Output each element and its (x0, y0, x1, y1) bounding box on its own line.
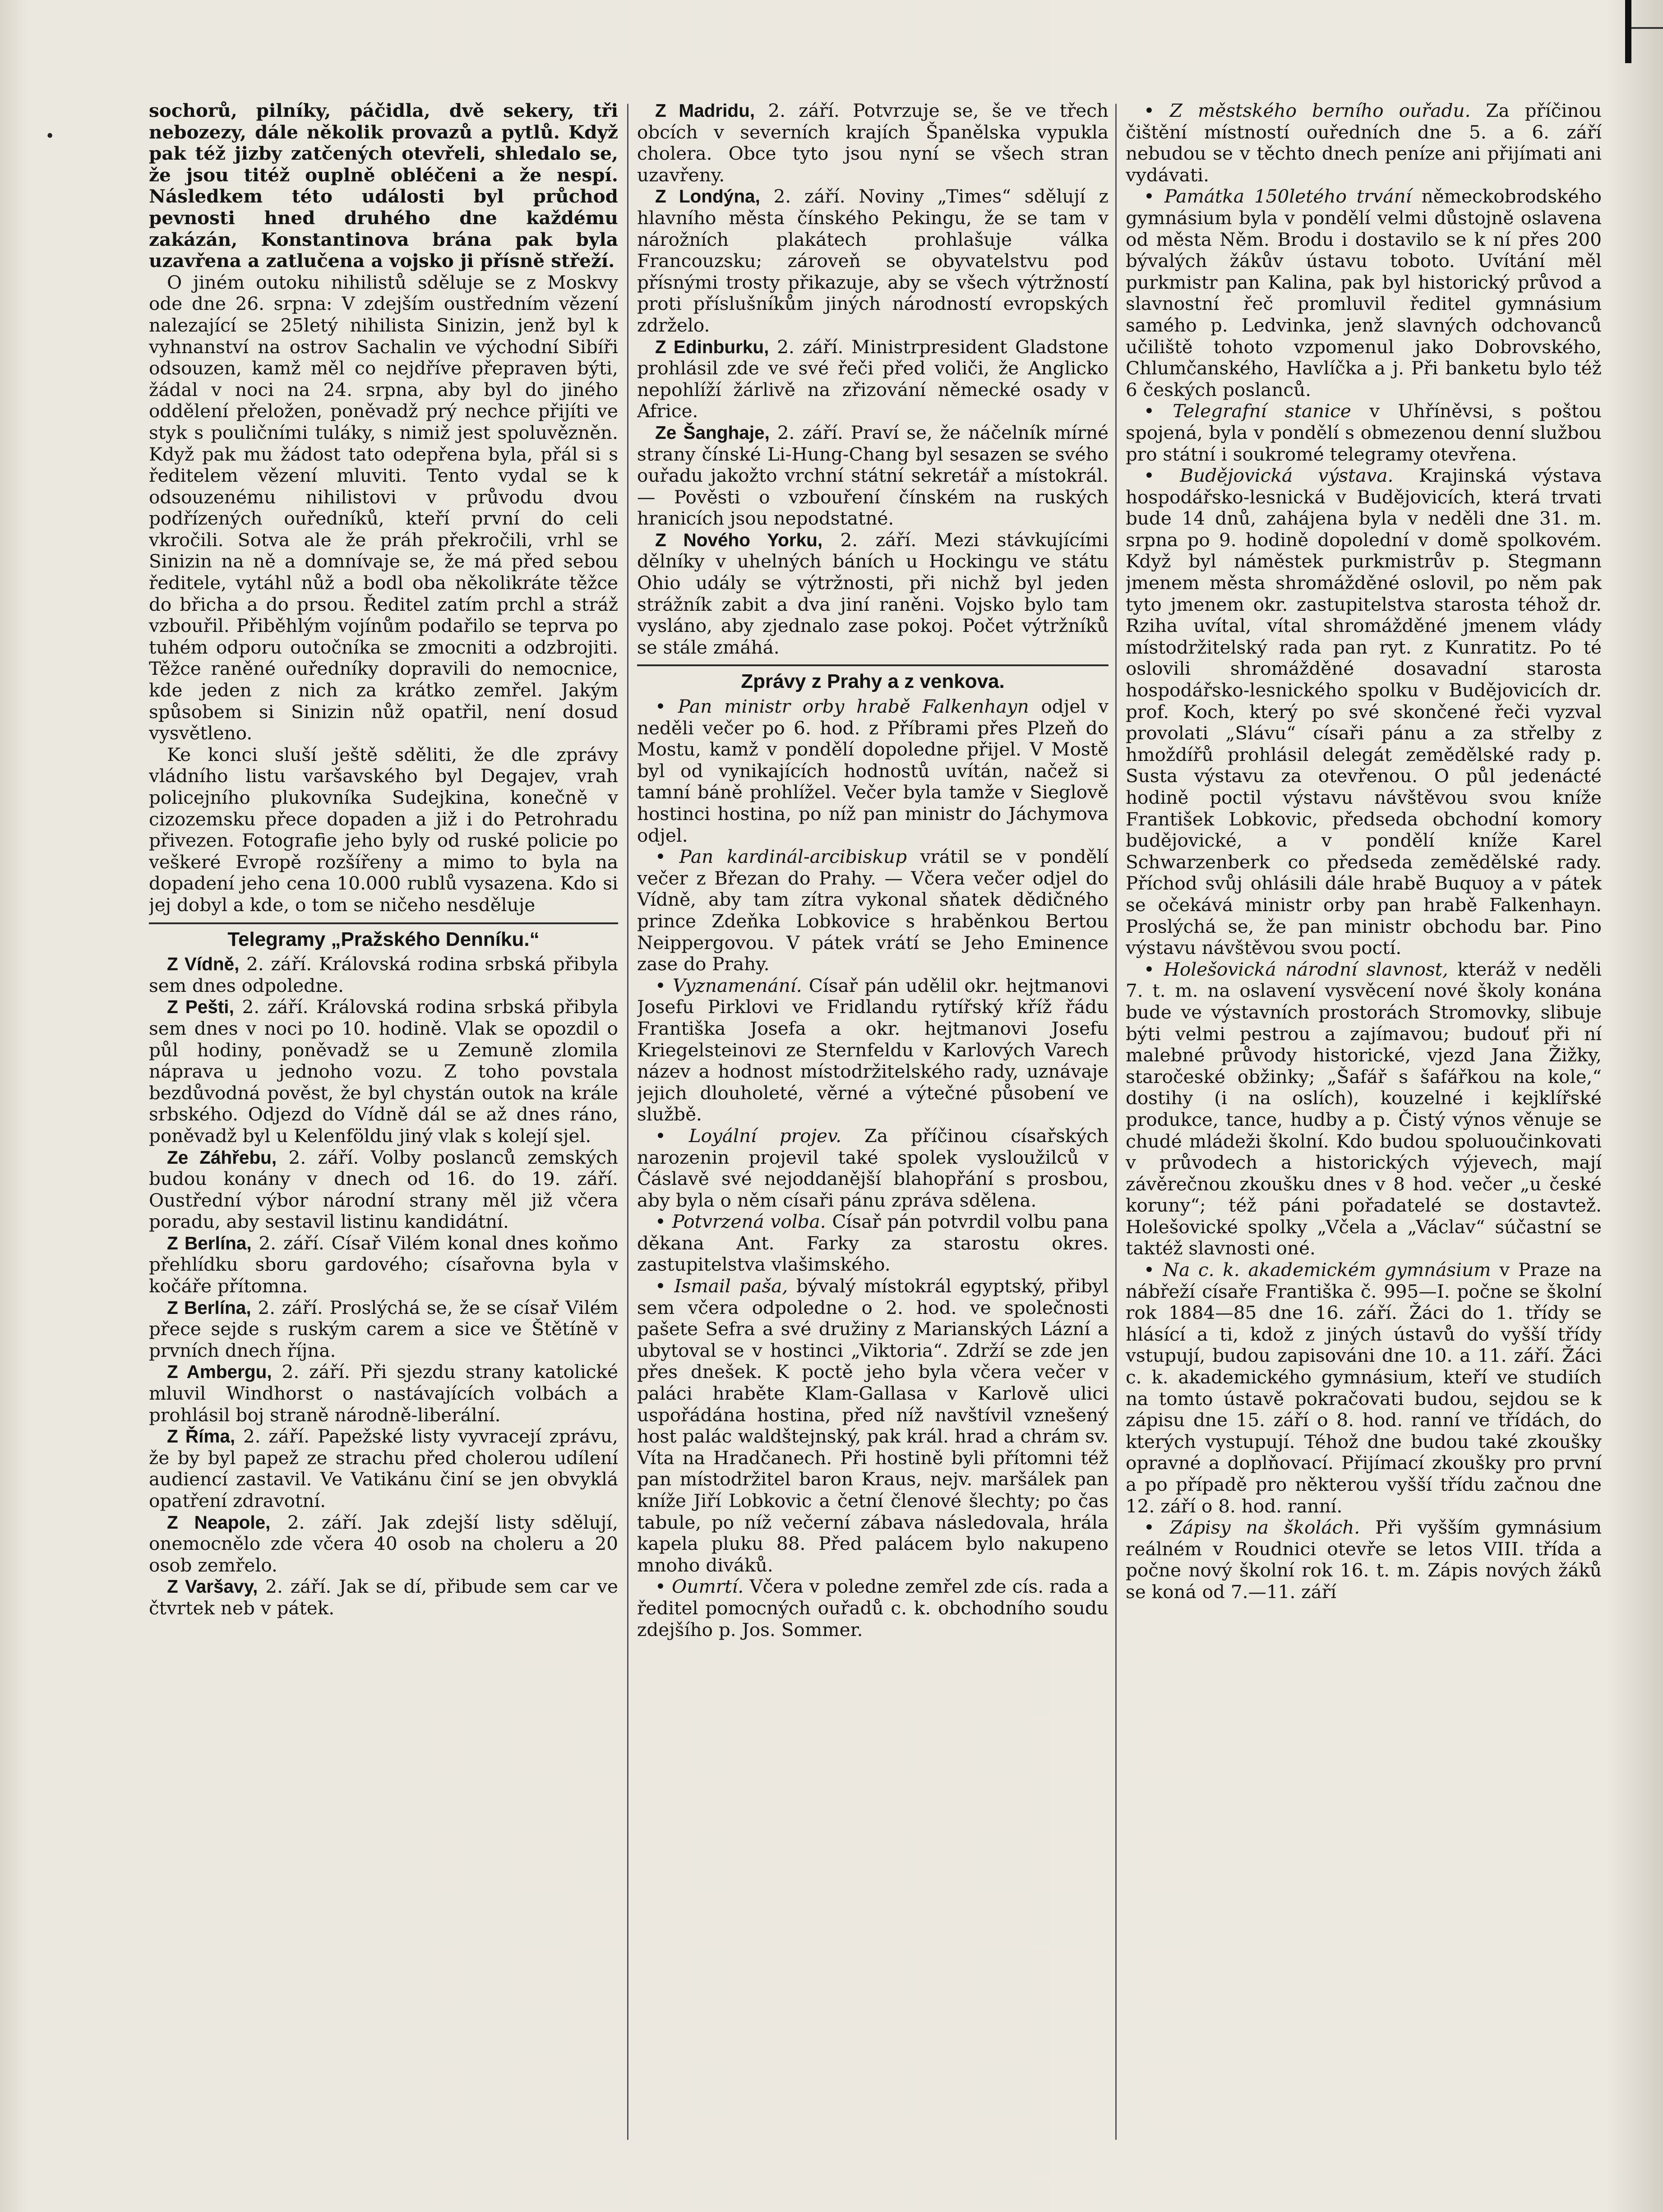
news-item (637, 422, 1109, 530)
news-text: 2. září. Ministrpresident Gladstone prohlásil zde ve své řeči před voliči, že Anglicko nepohlíží žárlivě na zřizování německé osady v Africe. (637, 336, 1109, 422)
news-item (637, 186, 1109, 336)
news-lead: Potvrzená volba. (672, 1211, 826, 1233)
news-item (149, 1147, 618, 1233)
news-text: v Praze na nábřeží císaře Františka č. 995—I. počne se školní rok 1884—85 dne 16. září. Žáci do 1. třídy se hlásící a ti, kdož z jiných ústavů do vyšší třídy vstupují, budou zapisováni dne 10. a 11. září. Žáci c. k. akademického gymnásium, kteří ve studiích na tomto ústavě pokračovati budou, sejdou se k zápisu dne 15. září o 8. hod. ranní ve třídách, do kterých vystupují. Téhož dne budou také zkoušky opravné a doplňovací. Přijímací zkoušky pro první a po případě pro některou vyšší třídu začnou dne 12. září o 8. hod. ranní. (1126, 1259, 1602, 1517)
dateline-place: Z Madridu, (655, 100, 755, 121)
news-item: • Vyznamenání. Císař pán udělil okr. hejtmanovi Josefu Pirklovi ve Fridlandu rytířský kříž řádu Františka Josefa a okr. hejtmanovi Josefu Kriegelsteinovi ze Sternfeldu v Karlových Varech název a hodnost místodržitelského rady, uznávaje jejich dlouholeté, věrné a výtečné působení ve službě. (637, 974, 1109, 1125)
news-lead: Vyznamenání. (673, 974, 802, 996)
news-item: • Z městského berního ouřadu. Za příčinou čištění místností ouředních dne 5. a 6. září nebudou se v těchto dnech peníze ani přijímati ani vydávati. (1126, 100, 1602, 186)
section-rule (149, 922, 618, 924)
news-item: • Ismail paša, bývalý místokrál egyptský, přibyl sem včera odpoledne o 2. hod. ve společnosti pašete Sefra a své družiny z Marianských Lázní a ubytoval se v hostinci „Viktoria“. Zdrží se zde jen přes dnešek. K poctě jeho byla včera večer v paláci hraběte Klam-Gallasa v Karlově ulici uspořádána hostina, před níž navštívil vznešený host palác waldštejnský, pak král. hrad a chrám sv. Víta na Hradčanech. Při hostině byli přítomni též pan místodržitel baron Kraus, nejv. maršálek pan kníže Jiří Lobkovic a četní členové šlechty; po čas tabule, po níž večerní zábava následovala, hrála kapela pluku 88. Před palácem bylo nakupeno mnoho diváků. (637, 1275, 1109, 1576)
news-text: Za příčinou císařských narozenin projevil také spolek vysloužilců v Čáslavě své nejoddanější blahopřání s prosbou, aby byla o něm císaři pánu zpráva sdělena. (637, 1124, 1109, 1211)
article-paragraph: sochorů, pilníky, páčidla, dvě sekery, tři nebozezy, dále několik provazů a pytlů. Když pak též jizby zatčených otevřeli, shledalo se, že jsou titéž ouplně obléčeni a že nespí. Následkem této události byl průchod pevnosti hned druhého dne každému zakázán, Konstantinova brána pak byla uzavřena a zatlučena a vojsko ji přísně střeží. (149, 100, 618, 272)
news-item (149, 1512, 618, 1576)
news-item: • Památka 150letého trvání německobrodského gymnásium byla v pondělí velmi důstojně oslavena od města Něm. Brodu i dostavilo se k ní přes 200 bývalých žákův ústavu toboto. Uvítání měl purkmistr pan Kalina, pak byl historický průvod a slavnostní řeč promluvil ředitel gymnásium samého p. Ledvinka, jenž slavných odchovanců učiliště tohoto vzpomenul jako Dobrovského, Chlumčanského, Havlíčka a j. Při banketu bylo též 6 českých poslanců. (1126, 185, 1602, 401)
dateline-place: Z Pešti, (167, 996, 234, 1018)
dateline-place: Z Varšavy, (167, 1576, 258, 1597)
dateline-place: Ze Záhřebu, (167, 1147, 277, 1168)
news-lead: Pan ministr orby hrabě Falkenhayn (678, 696, 1029, 718)
news-text: 2. září. Císař Vilém konal dnes koňmo přehlídku sboru gardového; císařovna byla v kočáře přítomna. (149, 1232, 618, 1297)
local-news-list (1126, 100, 1602, 1603)
column-rule-2 (1115, 104, 1117, 2140)
news-item (149, 1297, 618, 1362)
news-item: • Holešovická národní slavnost, kteráž v neděli 7. t. m. na oslavení vysvěcení nové školy konána bude ve výstavních prostorách Stromovky, slibuje býti velmi pestrou a zajímavou; budouť při ní malebné průvody historické, vjezd Jana Žižky, staročeské obžinky; „Šafář s šafářkou na kole,“ dostihy (i na oslích), kouzelné i kejklířské produkce, tance, hudby a p. Čistý výnos věnuje se chudé mládeži školní. Kdo budou spoluoučinkovati v průvodech a historických výjevech, mají závěrečnou zkoušku dnes v 8 hod. večer „u české koruny“; též páni pořadatelé se dostavtež. Holešovické spolky „Včela a „Václav“ súčastní se taktéž slavnosti oné. (1126, 958, 1602, 1259)
news-text: Krajinská výstava hospodářsko-lesnická v Budějovicích, která trvati bude 14 dnů, zahájena byla v neděli dne 31. m. srpna po 9. hodině dopolední v domě spolkovém. Když byl náměstek purkmistrův p. Stegmann jmenem města shromážděné oslovil, po něm pak tyto jmenem okr. zastupitelstva starosta téhož dr. Rziha uvítal, vítal shromážděné jmenem vlády místodržitelský rada pan ryt. z Kunratitz. Po té oslovili shromážděné dosavadní starosta hospodářsko-lesnického spolku v Budějovicích dr. prof. Koch, který po své skončené řeči vyzval provolati „Slávu“ císaři pánu a za střelby z hmoždířů prohlásil delegát zemědělské rady p. Susta výstavu za otevřenou. O půl jedenácté hodině poctil výstavu návštěvou svou kníže František Lobkovic, předseda obchodní komory budějovické, a v pondělí kníže Karel Schwarzenberk co předseda zemědělské rady. Příchod svůj ohlásili dále hrabě Buquoy a v pátek se očekává ministr orby pan hrabě Falkenhayn. Proslýchá se, že pan ministr obchodu bar. Pino výstavu návštěvou svou poctí. (1126, 465, 1602, 959)
news-text: Císař pán potvrdil volbu pana děkana Ant. Farky za starostu okres. zastupitelstva vlašimského. (637, 1211, 1109, 1276)
news-text: vrátil se v pondělí večer z Březan do Prahy. — Včera večer odjel do Vídně, aby tam zítra vykonal sňatek dědičného prince Zdeňka Lobkovice s hraběnkou Bertou Neippergovou. V pátek vrátí se Jeho Eminence zase do Prahy. (637, 846, 1109, 975)
page-edge-mark (1625, 0, 1631, 63)
news-text: 2. září. Jak se dí, přibude sem car ve čtvrtek neb v pátek. (149, 1576, 618, 1619)
margin-mark: • (45, 127, 55, 146)
page-edge-line (1631, 27, 1663, 29)
column-rule-1 (627, 104, 628, 2140)
news-text: 2. září. Mezi stávkujícími dělníky v uhelných báních u Hockingu ve státu Ohio udály se výtržnosti, při nichž byl jeden strážník zabit a dva jiní raněni. Vojsko bylo tam vysláno, aby zjednalo zase pokoj. Počet výtržníků se stále zmáhá. (637, 529, 1109, 658)
news-text: 2. září. Praví se, že náčelník mírné strany čínské Li-Hung-Chang byl sesazen se svého ouřadu jakožto vrchní státní sekretář a místokrál. — Pověsti o vzbouření čínském na ruských hranicích jsou nepodstatné. (637, 421, 1109, 530)
news-item: • Zápisy na školách. Při vyšším gymnásium reálném v Roudnici otevře se letos VIII. třída a počne nový školní rok 16. t. m. Zápis nových žáků se koná od 7.—11. září (1126, 1516, 1602, 1603)
news-text: 2. září. Noviny „Times“ sdělují z hlavního města čínského Pekingu, že se tam v nárožních plakátech prohlašuje válka Francouzsku; zároveň se obyvatelstvu pod přísnými trosty přikazuje, aby se všech výtržností proti příslušníkům jiných národností evropských zdrželo. (637, 185, 1109, 336)
article-paragraph: O jiném outoku nihilistů sděluje se z Moskvy ode dne 26. srpna: V zdejším oustředním vězení nalezající se 25letý nihilista Sinizin, jenž byl k vyhnanství na ostrov Sachalin ve východní Sibíři odsouzen, kamž měl co nejdříve přepraven býti, žádal v noci na 24. srpna, aby byl do jiného oddělení přeložen, poněvadž prý nechce přijíti ve styk s pouličními tuláky, s nimiž jest spoluvězněn. Když pak mu žádost tato odepřena byla, přál si s ředitelem vězení mluviti. Tento vydal se k odsouzenému nihilistovi v průvodu dvou podřízených ouředníků, kteří první do celi vkročili. Sotva ale že práh překročili, vrhl se Sinizin na ně a domnívaje se, že má před sebou ředitele, vytáhl nůž a bodl oba několikráte těžce do břicha a do prsou. Ředitel zatím prchl a stráž vzbouřil. Přiběhlým vojínům podařilo se teprva po tuhém odporu outočníka se zmocniti a odzbrojiti. Těžce raněné ouředníky dopravili do nemocnice, kde jeden z nich za krátko zemřel. Jakým spůsobem si Sinizin nůž opatřil, není dosud vysvětleno. (149, 271, 618, 744)
dateline-place: Z Ambergu, (167, 1361, 272, 1382)
news-item (637, 336, 1109, 422)
news-lead: Na c. k. akademickém gymnásium (1163, 1259, 1491, 1281)
news-text: Při vyšším gymnásium reálném v Roudnici otevře se letos VIII. třída a počne nový školní rok 16. t. m. Zápis nových žáků se koná od 7.—11. září (1126, 1516, 1602, 1603)
news-text: 2. září. Královská rodina srbská přibyla sem dnes v noci po 10. hodině. Vlak se opozdil o půl hodiny, poněvadž se u Zemuně zlomila náprava u jednoho vozu. Z toho povstala bezdůvodná pověst, že byl chystán outok na krále srbského. Odjezd do Vídně dál se až dnes ráno, poněvadž byl u Kelenföldu jiný vlak s kolejí sjel. (149, 996, 618, 1147)
news-text: kteráž v neděli 7. t. m. na oslavení vysvěcení nové školy konána bude ve výstavních prostorách Stromovky, slibuje býti velmi pestrou a zajímavou; budouť při ní malebné průvody historické, vjezd Jana Žižky, staročeské obžinky; „Šafář s šafářkou na kole,“ dostihy (i na oslích), kouzelné i kejklířské produkce, tance, hudby a p. Čistý výnos věnuje se chudé mládeži školní. Kdo budou spoluoučinkovati v průvodech a historických výjevech, mají závěrečnou zkoušku dnes v 8 hod. večer „u české koruny“; též páni pořadatelé se dostavtež. Holešovické spolky „Včela a „Václav“ súčastní se taktéž slavnosti oné. (1126, 958, 1602, 1259)
dateline-place: Z Berlína, (167, 1297, 251, 1318)
news-text: 2. září. Proslýchá se, že se císař Vilém přece sejde s ruským carem a sice ve Štětíně v prvních dnech října. (149, 1296, 618, 1361)
news-item (149, 996, 618, 1147)
dateline-place: Z Říma, (167, 1426, 236, 1447)
dateline-place: Z Nového Yorku, (655, 529, 823, 550)
news-text: odjel v neděli večer po 6. hod. z Příbrami přes Plzeň do Mostu, kamž v pondělí dopoledne přijel. V Mostě byl od vynikajících hodnostů uvítán, načež si tamní báně prohlížel. Večer byla tamže v Sieglově hostinci hostina, po níž pan ministr do Jáchymova odjel. (637, 696, 1109, 846)
prague-news-list (637, 696, 1109, 1641)
news-lead: Holešovická národní slavnost, (1164, 958, 1448, 980)
column-3 (1126, 100, 1602, 2135)
article-paragraph: Ke konci sluší ještě sděliti, že dle zprávy vládního listu varšavského byl Degajev, vrah policejního plukovníka Sudejkina, konečně v cizozemsku přece dopaden a již i do Petrohradu přivezen. Fotografie jeho byly od ruské policie po veškeré Evropě rozšířeny a mimo to byla na dopadení jeho cena 10.000 rublů vysazena. Kdo si jej dobyl a kde, o tom se ničeho nesděluje (149, 743, 618, 916)
telegrams-heading: Telegramy „Pražského Denníku.“ (227, 928, 540, 950)
news-text: Císař pán udělil okr. hejtmanovi Josefu Pirklovi ve Fridlandu rytířský kříž řádu Františka Josefa a okr. hejtmanovi Josefu Kriegelsteinovi ze Sternfeldu v Karlových Varech název a hodnost místodržitelského rady, uznávaje jejich dlouholeté, věrné a výtečné působení ve službě. (637, 974, 1109, 1125)
news-lead: Budějovická výstava. (1180, 465, 1394, 487)
news-item (149, 1576, 618, 1619)
news-item (149, 1426, 618, 1512)
news-item (149, 1361, 618, 1426)
dateline-place: Z Berlína, (167, 1232, 252, 1253)
dateline-place: Z Edinburku, (655, 336, 769, 357)
dateline-place: Z Vídně, (167, 954, 240, 975)
news-text: 2. září. Při sjezdu strany katolické mluvil Windhorst o nastávajících volbách a prohlásil boj straně národně-liberální. (149, 1361, 618, 1426)
news-text: 2. září. Papežské listy vyvracejí zprávu, že by byl papež ze strachu před cholerou udílení audiencí zastavil. Ve Vatikánu činí se jen obvyklá opatření zdravotní. (149, 1425, 618, 1512)
news-item: • Potvrzená volba. Císař pán potvrdil volbu pana děkana Ant. Farky za starostu okres. zastupitelstva vlašimského. (637, 1211, 1109, 1276)
news-lead: Oumrtí. (672, 1576, 744, 1598)
dateline-place: Z Londýna, (655, 186, 760, 207)
news-item: • Na c. k. akademickém gymnásium v Praze na nábřeží císaře Františka č. 995—I. počne se školní rok 1884—85 dne 16. září. Žáci do 1. třídy se hlásící a ti, kdož z jiných ústavů do vyšší třídy vstupují, budou zapisováni dne 10. a 11. září. Žáci c. k. akademického gymnásium, kteří ve studiích na tomto ústavě pokračovati budou, sejdou se k zápisu dne 15. září o 8. hod. ranní ve třídách, do kterých vystupují. Téhož dne budou také zkoušky opravné a doplňovací. Přijímací zkoušky pro první a po případě pro některou vyšší třídu začnou dne 12. září o 8. hod. ranní. (1126, 1259, 1602, 1517)
news-item: • Pan ministr orby hrabě Falkenhayn odjel v neděli večer po 6. hod. z Příbrami přes Plzeň do Mostu, kamž v pondělí dopoledne přijel. V Mostě byl od vynikajících hodnostů uvítán, načež si tamní báně prohlížel. Večer byla tamže v Sieglově hostinci hostina, po níž pan ministr do Jáchymova odjel. (637, 696, 1109, 846)
news-lead: Ismail paša, (674, 1275, 788, 1297)
news-lead: Pan kardinál-arcibiskup (679, 846, 907, 868)
news-text: v Uhříněvsi, s poštou spojená, byla v pondělí s obmezenou denní službou pro státní i soukromé telegramy otevřena. (1126, 400, 1602, 465)
news-text: 2. září. Potvrzuje se, še ve třech obcích v severních krajích Španělska vypukla cholera. Obce tyto jsou nyní se všech stran uzavřeny. (637, 100, 1109, 186)
news-item (637, 100, 1109, 186)
section-rule (637, 664, 1109, 666)
news-lead: Loyální projev. (688, 1124, 841, 1147)
news-lead: Telegrafní stanice (1173, 400, 1351, 422)
prague-heading: Zprávy z Prahy a z venkova. (741, 670, 1005, 693)
dateline-place: Z Neapole, (167, 1512, 271, 1533)
news-item (149, 1233, 618, 1297)
foreign-news-list (637, 100, 1109, 658)
column-1 (149, 100, 618, 2135)
news-text: Za příčinou čištění místností ouředních dne 5. a 6. září nebudou se v těchto dnech peníze ani přijímati ani vydávati. (1126, 100, 1602, 186)
news-item: • Loyální projev. Za příčinou císařských narozenin projevil také spolek vysloužilců v Čáslavě své nejoddanější blahopřání s prosbou, aby byla o něm císaři pánu zpráva sdělena. (637, 1124, 1109, 1211)
news-item: • Budějovická výstava. Krajinská výstava hospodářsko-lesnická v Budějovicích, která trvati bude 14 dnů, zahájena byla v neděli dne 31. m. srpna po 9. hodině dopolední v domě spolkovém. Když byl náměstek purkmistrův p. Stegmann jmenem města shromážděné oslovil, po něm pak tyto jmenem okr. zastupitelstva starosta téhož dr. Rziha uvítal, vítal shromážděné jmenem vlády místodržitelský rada pan ryt. z Kunratitz. Po té oslovili shromážděné dosavadní starosta hospodářsko-lesnického spolku v Budějovicích dr. prof. Koch, který po své skončené řeči vyzval provolati „Slávu“ císaři pánu a za střelby z hmoždířů prohlásil delegát zemědělské rady p. Susta výstavu za otevřenou. O půl jedenácté hodině poctil výstavu návštěvou svou kníže František Lobkovic, předseda obchodní komory budějovické, a v pondělí kníže Karel Schwarzenberk co předseda zemědělské rady. Příchod svůj ohlásili dále hrabě Buquoy a v pátek se očekává ministr orby pan hrabě Falkenhayn. Proslýchá se, že pan ministr obchodu bar. Pino výstavu návštěvou svou poctí. (1126, 465, 1602, 959)
news-lead: Zápisy na školách. (1169, 1516, 1360, 1539)
news-lead: Z městského berního ouřadu. (1169, 100, 1471, 121)
news-text: 2. září. Jak zdejší listy sdělují, onemocnělo zde včera 40 osob na choleru a 20 osob zemřelo. (149, 1511, 618, 1576)
news-text: bývalý místokrál egyptský, přibyl sem včera odpoledne o 2. hod. ve společnosti pašete Sefra a své družiny z Marianských Lázní a ubytoval se v hostinci „Viktoria“. Zdrží se zde jen přes dnešek. K poctě jeho byla včera večer v paláci hraběte Klam-Gallasa v Karlově ulici uspořádána hostina, před níž navštívil vznešený host palác waldštejnský, pak král. hrad a chrám sv. Víta na Hradčanech. Při hostině byli přítomni též pan místodržitel baron Kraus, nejv. maršálek pan kníže Jiří Lobkovic a četní členové šlechty; po čas tabule, po níž večerní zábava následovala, hrála kapela pluku 88. Před palácem bylo nakupeno mnoho diváků. (637, 1275, 1109, 1576)
news-text: německobrodského gymnásium byla v pondělí velmi důstojně oslavena od města Něm. Brodu i dostavilo se k ní přes 200 bývalých žákův ústavu toboto. Uvítání měl purkmistr pan Kalina, pak byl historický průvod a slavnostní řeč promluvil ředitel gymnásium samého p. Ledvinka, jenž slavných odchovanců učiliště tohoto vzpomenul jako Dobrovského, Chlumčanského, Havlíčka a j. Při banketu bylo též 6 českých poslanců. (1126, 185, 1602, 401)
news-text: 2. září. Volby poslanců zemských budou konány v dnech od 16. do 19. září. Oustřední výbor národní strany měl již včera poradu, aby sestavil listinu kandidátní. (149, 1146, 618, 1233)
news-item: • Oumrtí. Včera v poledne zemřel zde cís. rada a ředitel pomocných ouřadů c. k. obchodního soudu zdejšího p. Jos. Sommer. (637, 1576, 1109, 1641)
news-item: • Telegrafní stanice v Uhříněvsi, s poštou spojená, byla v pondělí s obmezenou denní službou pro státní i soukromé telegramy otevřena. (1126, 400, 1602, 465)
news-text: 2. září. Královská rodina srbská přibyla sem dnes odpoledne. (149, 953, 618, 996)
dateline-place: Ze Šanghaje, (655, 422, 770, 443)
telegrams-list (149, 954, 618, 1619)
column-2 (637, 100, 1109, 2135)
news-item: • Pan kardinál-arcibiskup vrátil se v pondělí večer z Březan do Prahy. — Včera večer odjel do Vídně, aby tam zítra vykonal sňatek dědičného prince Zdeňka Lobkovice s hraběnkou Bertou Neippergovou. V pátek vrátí se Jeho Eminence zase do Prahy. (637, 846, 1109, 975)
news-item (637, 530, 1109, 659)
news-lead: Památka 150letého trvání (1164, 185, 1412, 207)
news-text: Včera v poledne zemřel zde cís. rada a ředitel pomocných ouřadů c. k. obchodního soudu zdejšího p. Jos. Sommer. (637, 1576, 1109, 1641)
news-item (149, 954, 618, 996)
